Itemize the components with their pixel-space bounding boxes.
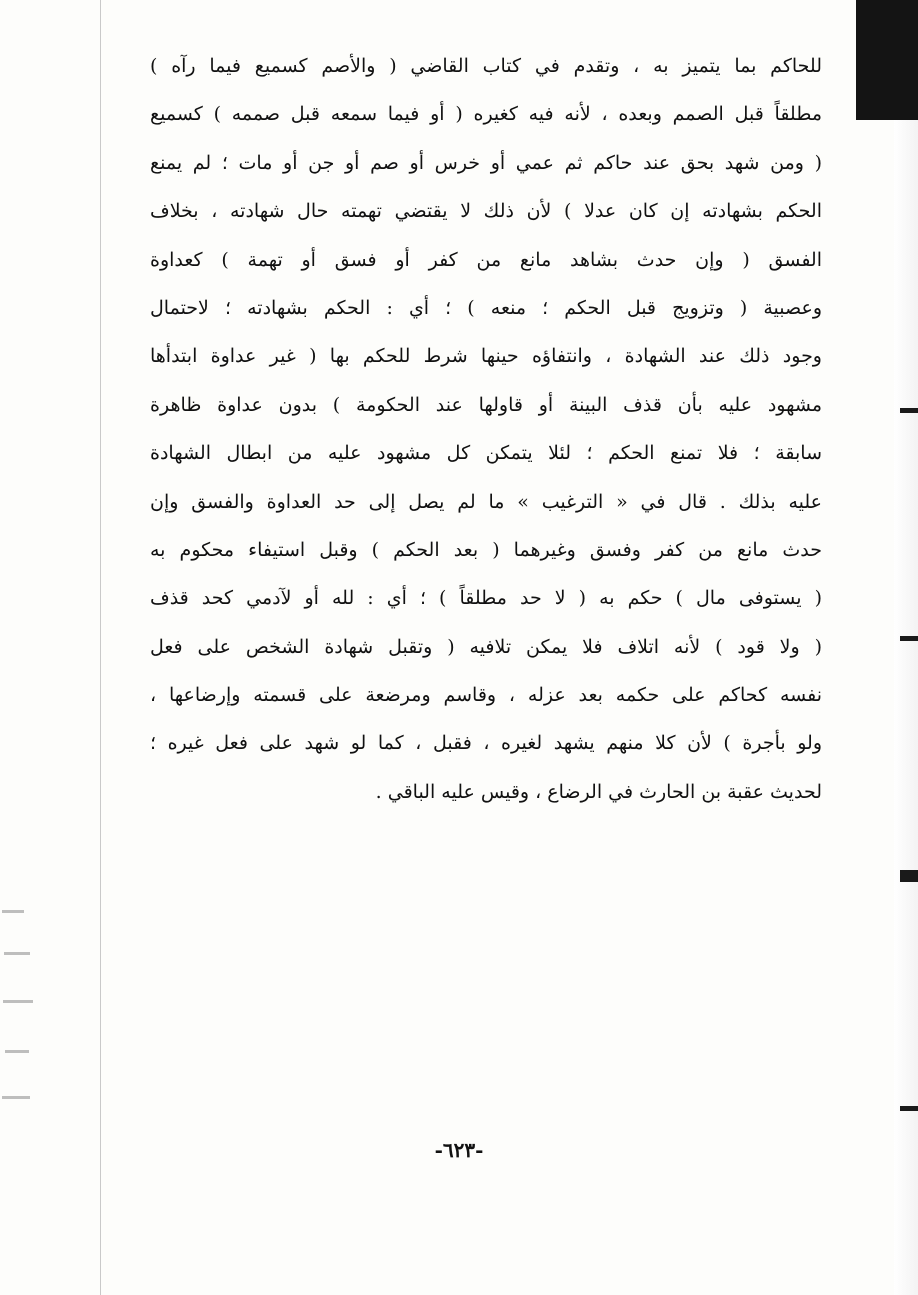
text-line: لحديث عقبة بن الحارث في الرضاع ، وقيس عليه الباقي . xyxy=(375,780,822,803)
text-line: ولو بأجرة ) لأن كلا منهم يشهد لغيره ، فقبل ، كما لو شهد على فعل غيره ؛ xyxy=(150,732,822,755)
text-line: نفسه كحاكم على حكمه بعد عزله ، وقاسم ومرضعة على قسمته وإرضاعها ، xyxy=(150,684,822,707)
fold-line xyxy=(100,0,101,1295)
text-line: ( ومن شهد بحق عند حاكم ثم عمي أو خرس أو صم أو جن أو مات ؛ لم يمنع xyxy=(150,151,822,174)
page-number: -٦٢٣- xyxy=(434,1138,484,1162)
text-line: وعصبية ( وتزويج قبل الحكم ؛ منعه ) ؛ أي : الحكم بشهادته ؛ لاحتمال xyxy=(150,296,822,319)
edge-mark xyxy=(900,408,918,413)
text-line: وجود ذلك عند الشهادة ، وانتفاؤه حينها شرط للحكم بها ( غير عداوة ابتدأها xyxy=(150,345,822,368)
edge-mark xyxy=(900,1106,918,1111)
scan-specks xyxy=(0,900,38,1140)
text-line: ( ولا قود ) لأنه اتلاف فلا يمكن تلافيه ( وتقبل شهادة الشخص على فعل xyxy=(150,635,822,658)
text-line: مطلقاً قبل الصمم وبعده ، لأنه فيه كغيره ( أو فيما سمعه قبل صممه ) كسميع xyxy=(150,103,822,126)
page-edge xyxy=(894,120,918,1295)
text-line: الفسق ( وإن حدث بشاهد مانع من كفر أو فسق أو تهمة ) كعداوة xyxy=(150,248,822,271)
text-line: مشهود عليه بأن قذف البينة أو قاولها عند الحكومة ) بدون عداوة ظاهرة xyxy=(150,393,822,416)
text-line: حدث مانع من كفر وفسق وغيرهما ( بعد الحكم ) وقبل استيفاء محكوم به xyxy=(150,538,822,561)
body-text xyxy=(150,42,822,816)
edge-mark xyxy=(900,636,918,641)
text-line: للحاكم بما يتميز به ، وتقدم في كتاب القاضي ( والأصم كسميع فيما رآه ) xyxy=(150,55,822,77)
text-line: ( يستوفى مال ) حكم به ( لا حد مطلقاً ) ؛ أي : لله أو لآدمي كحد قذف xyxy=(150,587,822,610)
text-line: سابقة ؛ فلا تمنع الحكم ؛ لئلا يتمكن كل مشهود عليه من ابطال الشهادة xyxy=(150,442,822,465)
edge-mark xyxy=(900,870,918,882)
binding-shadow xyxy=(856,0,918,120)
text-line: الحكم بشهادته إن كان عدلا ) لأن ذلك لا يقتضي تهمته حال شهادته ، بخلاف xyxy=(150,200,822,223)
text-line: عليه بذلك . قال في « الترغيب » ما لم يصل إلى حد العداوة والفسق وإن xyxy=(150,490,822,513)
